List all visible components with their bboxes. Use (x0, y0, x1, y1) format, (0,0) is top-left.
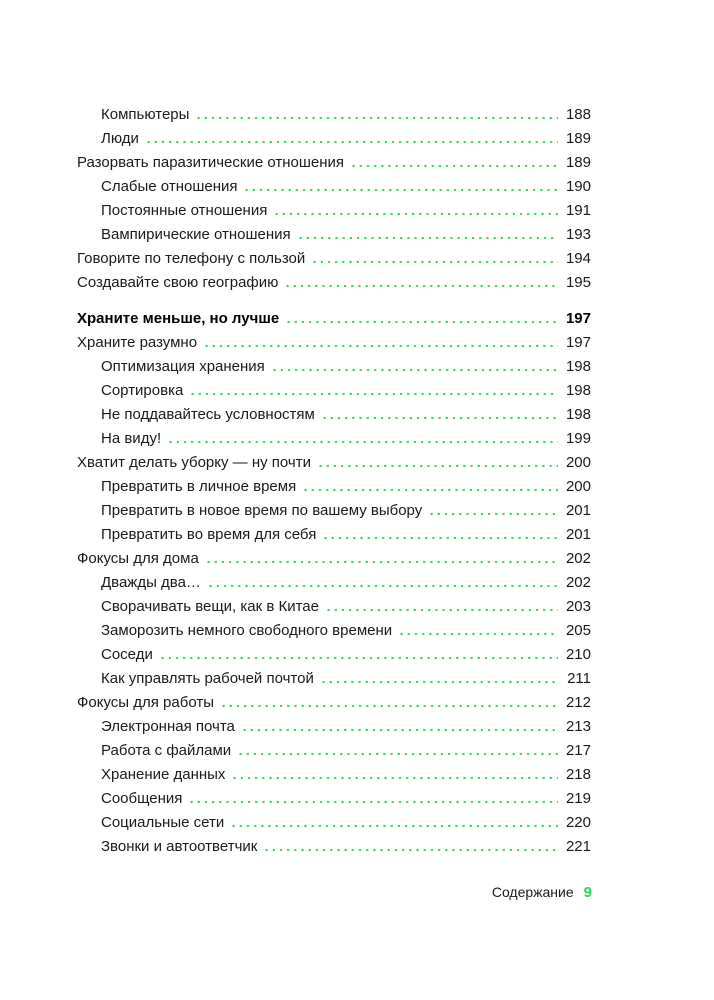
toc-entry-title: Фокусы для дома (77, 550, 199, 567)
toc-entry-title: Оптимизация хранения (101, 358, 265, 375)
dot-leader (220, 704, 558, 708)
toc-entry-title: Вампирические отношения (101, 226, 291, 243)
dot-leader (325, 608, 558, 612)
dot-leader (320, 680, 559, 684)
toc-entry (0, 472, 591, 496)
dot-leader (231, 776, 558, 780)
dot-leader (284, 284, 558, 288)
toc-entry-title: Сортировка (101, 382, 184, 399)
dot-leader (241, 728, 558, 732)
toc-entry-title: Электронная почта (101, 718, 235, 735)
dot-leader (398, 632, 558, 636)
dot-leader (273, 212, 558, 216)
toc-entry-page: 202 (565, 550, 591, 567)
toc-entry-title: Не поддавайтесь условностям (101, 406, 315, 423)
toc-entry-title: Слабые отношения (101, 178, 238, 195)
toc-entry (0, 784, 591, 808)
toc-entry (0, 100, 591, 124)
toc-entry-page: 198 (565, 382, 591, 399)
dot-leader (302, 488, 558, 492)
toc-entry (0, 688, 591, 712)
toc-entry (0, 520, 591, 544)
toc-entry (0, 808, 591, 832)
toc-entry-page: 211 (567, 670, 591, 687)
dot-leader (297, 236, 558, 240)
dot-leader (311, 260, 558, 264)
page-number: 9 (583, 884, 592, 901)
toc-entry (0, 376, 591, 400)
toc-entry-title: Хранение данных (101, 766, 226, 783)
toc-entry (0, 400, 591, 424)
toc-entry-page: 218 (565, 766, 591, 783)
toc-entry-page: 200 (565, 478, 591, 495)
toc-entry-page: 197 (565, 310, 591, 327)
toc-entry-page: 190 (565, 178, 591, 195)
dot-leader (237, 752, 558, 756)
toc-entry-title: Храните меньше, но лучше (77, 310, 280, 327)
toc-entry-page: 205 (565, 622, 591, 639)
toc-entry-title: Хватит делать уборку — ну почти (77, 454, 311, 471)
toc-entry (0, 568, 591, 592)
toc-entry-title: Звонки и автоответчик (101, 838, 258, 855)
toc-entry-page: 191 (565, 202, 591, 219)
toc-entry-title: Заморозить немного свободного времени (101, 622, 393, 639)
toc-entry-page: 201 (565, 502, 591, 519)
toc-entry-title: Постоянные отношения (101, 202, 268, 219)
toc-entry-page: 213 (565, 718, 591, 735)
toc-entry (0, 172, 591, 196)
toc-entry-title: Сворачивать вещи, как в Китае (101, 598, 319, 615)
toc-entry (0, 760, 591, 784)
toc-entry (0, 736, 591, 760)
toc-entry-title: Как управлять рабочей почтой (101, 670, 314, 687)
dot-leader (207, 584, 558, 588)
toc-entry-page: 203 (565, 598, 591, 615)
toc-entry (0, 832, 591, 856)
toc-entry (0, 592, 591, 616)
toc-entry (0, 616, 591, 640)
toc-entry-page: 193 (565, 226, 591, 243)
toc-entry-page: 217 (565, 742, 591, 759)
toc-entry-page: 201 (565, 526, 591, 543)
dot-leader (203, 344, 558, 348)
dot-leader (189, 392, 558, 396)
toc-entry (0, 424, 591, 448)
toc-entry-page: 194 (565, 250, 591, 267)
toc-entry (0, 196, 591, 220)
toc-entry-page: 219 (565, 790, 591, 807)
toc-entry-page: 212 (565, 694, 591, 711)
toc-entry (0, 148, 591, 172)
dot-leader (167, 440, 558, 444)
toc-entry-page: 202 (565, 574, 591, 591)
toc-entry (0, 496, 591, 520)
dot-leader (321, 416, 558, 420)
dot-leader (350, 164, 558, 168)
footer-section-label: Содержание (491, 884, 574, 900)
dot-leader (230, 824, 558, 828)
toc-entry-title: Разорвать паразитические отношения (77, 154, 345, 171)
toc-entry (0, 712, 591, 736)
toc-entry-title: Соседи (101, 646, 153, 663)
toc-entry-page: 188 (565, 106, 591, 123)
toc-entry-title: Создавайте свою географию (77, 274, 279, 291)
toc-entry (0, 244, 591, 268)
toc-entry-title: Говорите по телефону с пользой (77, 250, 306, 267)
toc-entry-title: Дважды два… (101, 574, 201, 591)
toc-entry-page: 198 (565, 358, 591, 375)
dot-leader (322, 536, 558, 540)
toc-entry-page: 195 (565, 274, 591, 291)
toc-entry-page: 221 (565, 838, 591, 855)
toc-entry-title: Работа с файлами (101, 742, 232, 759)
toc-entry-title: Фокусы для работы (77, 694, 214, 711)
table-of-contents (0, 100, 714, 856)
toc-entry (0, 640, 591, 664)
page-footer (492, 884, 592, 901)
toc-entry-title: Превратить в новое время по вашему выбору (101, 502, 423, 519)
toc-entry-title: Превратить во время для себя (101, 526, 317, 543)
dot-leader (263, 848, 558, 852)
toc-entry-page: 199 (565, 430, 591, 447)
dot-leader (159, 656, 558, 660)
toc-entry-page: 210 (565, 646, 591, 663)
toc-entry-page: 198 (565, 406, 591, 423)
dot-leader (317, 464, 558, 468)
dot-leader (205, 560, 558, 564)
dot-leader (243, 188, 557, 192)
toc-entry-title: Компьютеры (101, 106, 190, 123)
toc-entry (0, 124, 591, 148)
toc-entry (0, 352, 591, 376)
toc-entry-page: 189 (565, 130, 591, 147)
toc-entry-title: Превратить в личное время (101, 478, 297, 495)
dot-leader (188, 800, 558, 804)
toc-entry-page: 189 (565, 154, 591, 171)
toc-entry-page: 200 (565, 454, 591, 471)
toc-entry-page: 220 (565, 814, 591, 831)
toc-entry (0, 448, 591, 472)
dot-leader (428, 512, 558, 516)
dot-leader (271, 368, 558, 372)
toc-entry (0, 268, 591, 292)
toc-entry (0, 220, 591, 244)
toc-entry-title: На виду! (101, 430, 162, 447)
toc-entry (0, 328, 591, 352)
toc-entry (0, 304, 591, 328)
dot-leader (145, 140, 558, 144)
toc-entry-title: Люди (101, 130, 139, 147)
toc-entry (0, 664, 591, 688)
toc-entry-title: Храните разумно (77, 334, 198, 351)
toc-entry-title: Сообщения (101, 790, 183, 807)
dot-leader (195, 116, 558, 120)
toc-entry-page: 197 (565, 334, 591, 351)
toc-entry (0, 544, 591, 568)
toc-entry-title: Социальные сети (101, 814, 225, 831)
dot-leader (285, 320, 558, 324)
